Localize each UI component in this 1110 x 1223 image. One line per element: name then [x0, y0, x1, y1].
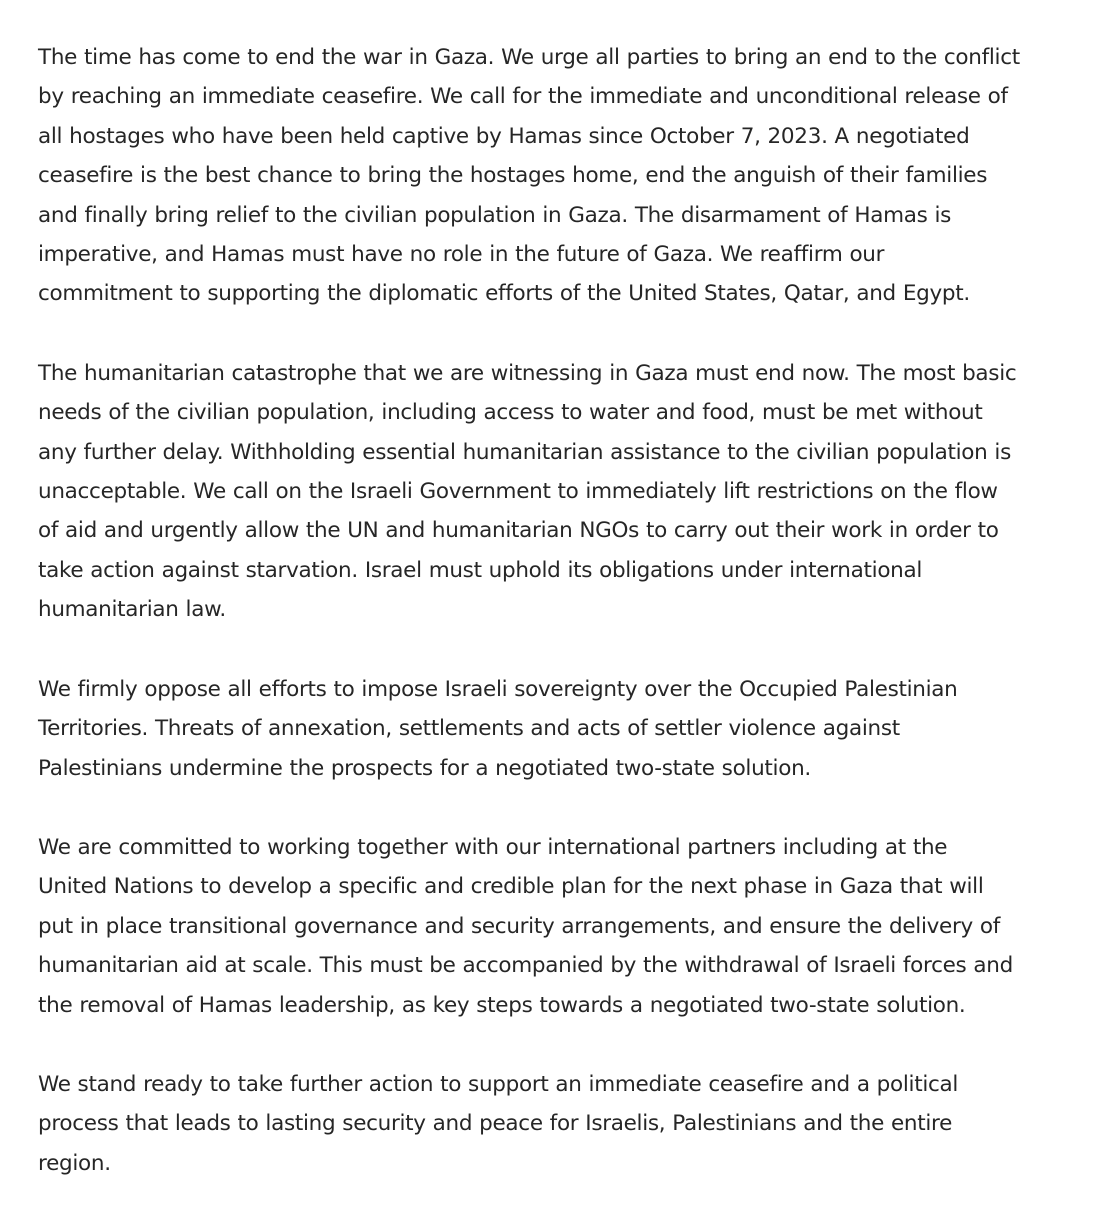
- text-line: humanitarian aid at scale. This must be accompanied by the withdrawal of Israeli forces and: [38, 953, 1013, 979]
- text-line: commitment to supporting the diplomatic efforts of the United States, Qatar, and Egypt.: [38, 281, 970, 307]
- paragraph-humanitarian-catastrophe: [38, 354, 1078, 630]
- paragraph-further-action: [38, 1065, 1078, 1183]
- statement-document: [38, 38, 1078, 1223]
- text-line: process that leads to lasting security and peace for Israelis, Palestinians and the entire: [38, 1111, 953, 1137]
- text-line: Palestinians undermine the prospects for a negotiated two-state solution.: [38, 755, 811, 781]
- text-line: all hostages who have been held captive by Hamas since October 7, 2023. A negotiated: [38, 123, 970, 149]
- text-line: any further delay. Withholding essential humanitarian assistance to the civilian population is: [38, 439, 1011, 465]
- paragraph-international-partners: [38, 828, 1078, 1025]
- text-line: put in place transitional governance and security arrangements, and ensure the delivery of: [38, 913, 1001, 939]
- text-line: by reaching an immediate ceasefire. We call for the immediate and unconditional release of: [38, 84, 1008, 110]
- text-line: the removal of Hamas leadership, as key steps towards a negotiated two-state solution.: [38, 992, 966, 1018]
- text-line: The time has come to end the war in Gaza. We urge all parties to bring an end to the conflict: [38, 45, 1020, 70]
- text-line: imperative, and Hamas must have no role in the future of Gaza. We reaffirm our: [38, 242, 885, 268]
- text-line: and finally bring relief to the civilian population in Gaza. The disarmament of Hamas is: [38, 202, 952, 228]
- paragraph-ceasefire-hostages: [38, 38, 1078, 314]
- text-line: United Nations to develop a specific and credible plan for the next phase in Gaza that will: [38, 874, 984, 900]
- paragraph-sovereignty-opposition: [38, 670, 1078, 788]
- text-line: take action against starvation. Israel must uphold its obligations under international: [38, 557, 923, 583]
- text-line: needs of the civilian population, including access to water and food, must be met without: [38, 400, 983, 426]
- text-line: humanitarian law.: [38, 597, 226, 623]
- text-line: ceasefire is the best chance to bring the hostages home, end the anguish of their families: [38, 163, 988, 189]
- text-line: We stand ready to take further action to support an immediate ceasefire and a political: [38, 1071, 959, 1097]
- text-line: Territories. Threats of annexation, settlements and acts of settler violence against: [38, 716, 900, 742]
- text-line: We firmly oppose all efforts to impose Israeli sovereignty over the Occupied Palestinian: [38, 676, 958, 702]
- text-line: The humanitarian catastrophe that we are witnessing in Gaza must end now. The most basic: [38, 360, 1017, 386]
- text-line: We are committed to working together with our international partners including at the: [38, 834, 948, 860]
- text-line: unacceptable. We call on the Israeli Government to immediately lift restrictions on the flow: [38, 479, 998, 505]
- text-line: of aid and urgently allow the UN and humanitarian NGOs to carry out their work in order to: [38, 518, 999, 544]
- text-line: region.: [38, 1150, 111, 1176]
